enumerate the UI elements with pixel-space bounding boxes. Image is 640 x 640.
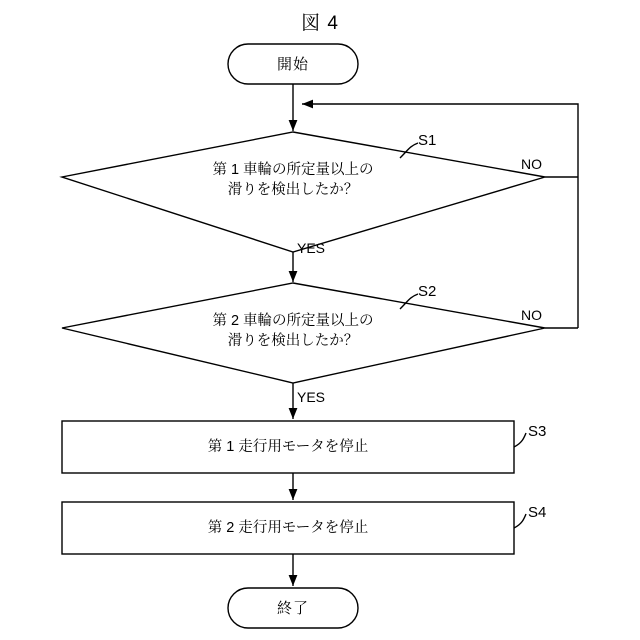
edge-label-yes2: YES xyxy=(297,389,326,405)
node-process2-label: 第 2 走行用モータを停止 xyxy=(207,520,369,536)
step-label-s2: S2 xyxy=(418,283,437,300)
leader-s4 xyxy=(514,514,526,528)
node-process1-label: 第 1 走行用モータを停止 xyxy=(207,439,369,455)
node-decision1-label: 第 1 車輪の所定量以上の 滑りを検出したか？ xyxy=(212,162,374,198)
step-label-s1: S1 xyxy=(418,132,437,149)
node-end-label: 終了 xyxy=(276,600,309,617)
step-label-s3: S3 xyxy=(528,423,547,440)
edge-label-no1: NO xyxy=(521,156,542,172)
leader-s3 xyxy=(514,433,526,447)
node-start-label: 開始 xyxy=(276,56,309,73)
figure-title: 図 4 xyxy=(301,13,339,34)
step-label-s4: S4 xyxy=(528,504,547,521)
node-decision2-label: 第 2 車輪の所定量以上の 滑りを検出したか？ xyxy=(212,313,374,349)
edge-label-yes1: YES xyxy=(297,240,326,256)
edge-label-no2: NO xyxy=(521,307,542,323)
